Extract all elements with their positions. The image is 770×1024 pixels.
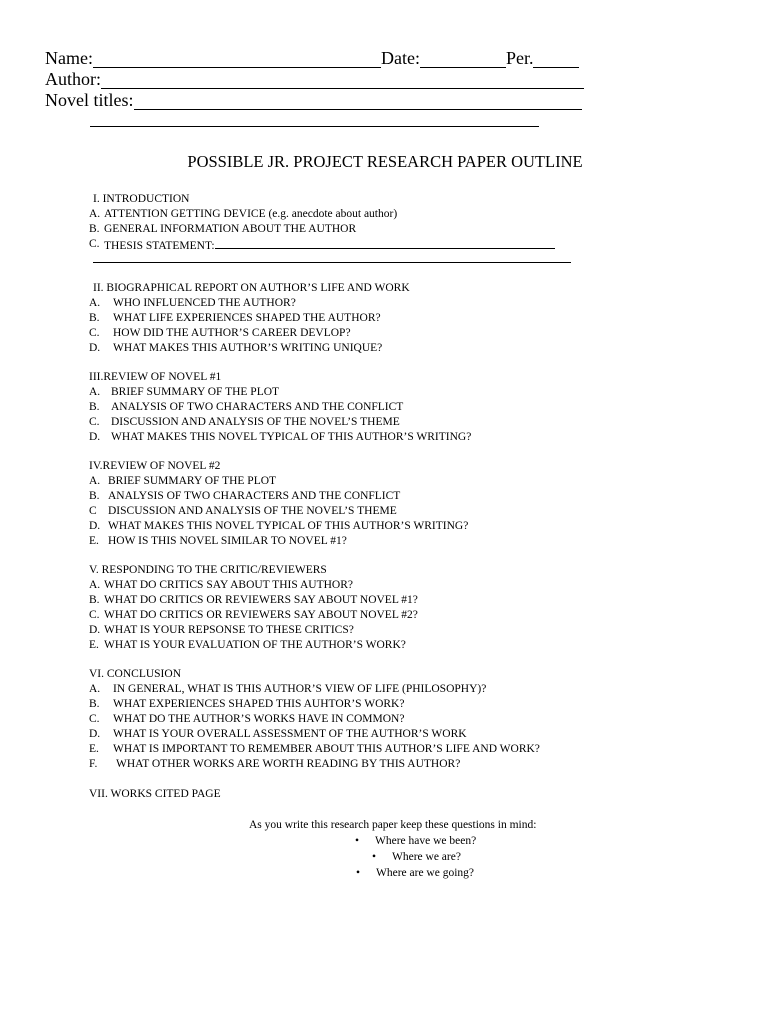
novel-titles-label: Novel titles: (45, 90, 134, 110)
section-heading: V. RESPONDING TO THE CRITIC/REVIEWERS (89, 564, 327, 576)
item-letter: B. (89, 698, 100, 710)
item-letter: D. (89, 624, 101, 636)
item-letter: D. (89, 520, 101, 532)
section-critics (0, 563, 770, 653)
author-label: Author: (45, 69, 101, 89)
name-field[interactable] (93, 50, 381, 68)
item-letter: C. (89, 416, 100, 428)
item-text: ATTENTION GETTING DEVICE (e.g. anecdote about author) (104, 208, 398, 220)
item-text: WHAT MAKES THIS NOVEL TYPICAL OF THIS AUTHOR’S WRITING? (108, 520, 469, 532)
section-review-novel-2 (0, 459, 770, 549)
bullet-icon: • (356, 867, 361, 879)
period-field[interactable] (533, 50, 579, 68)
date-field[interactable] (420, 50, 506, 68)
item-text: WHAT LIFE EXPERIENCES SHAPED THE AUTHOR? (113, 312, 381, 324)
bullet-item (355, 833, 476, 849)
item-text: WHAT DO CRITICS OR REVIEWERS SAY ABOUT NOVEL #1? (104, 594, 418, 606)
item-text: HOW DID THE AUTHOR’S CAREER DEVLOP? (113, 327, 351, 339)
author-row (45, 69, 584, 89)
item-letter: A. (89, 297, 101, 309)
item-text: DISCUSSION AND ANALYSIS OF THE NOVEL’S THEME (111, 416, 400, 428)
bullet-text: Where are we going? (376, 867, 475, 879)
item-text: WHAT EXPERIENCES SHAPED THIS AUHTOR’S WORK? (113, 698, 405, 710)
item-text: HOW IS THIS NOVEL SIMILAR TO NOVEL #1? (108, 535, 347, 547)
item-text (104, 237, 555, 254)
novel-titles-field[interactable] (134, 92, 582, 110)
section-heading: VI. CONCLUSION (89, 668, 181, 680)
item-letter: B. (89, 594, 100, 606)
section-conclusion (0, 667, 770, 772)
name-date-per-row (45, 48, 579, 68)
thesis-field-2[interactable] (93, 262, 571, 263)
item-letter: C. (89, 238, 100, 250)
item-letter: E. (89, 639, 99, 651)
item-text: WHAT MAKES THIS AUTHOR’S WRITING UNIQUE? (113, 342, 383, 354)
item-letter: B. (89, 401, 100, 413)
item-letter: A. (89, 208, 101, 220)
section-heading: I. INTRODUCTION (93, 193, 190, 205)
section-review-novel-1 (0, 370, 770, 445)
bullet-text: Where have we been? (375, 835, 477, 847)
item-letter: C. (89, 327, 100, 339)
item-letter: A. (89, 475, 101, 487)
item-text: WHAT DO CRITICS SAY ABOUT THIS AUTHOR? (104, 579, 353, 591)
item-letter: A. (89, 579, 101, 591)
item-letter: C. (89, 609, 100, 621)
novel-titles-field-2[interactable] (90, 126, 539, 127)
item-text: WHO INFLUENCED THE AUTHOR? (113, 297, 296, 309)
item-letter: A. (89, 683, 101, 695)
item-letter: B. (89, 312, 100, 324)
item-text: BRIEF SUMMARY OF THE PLOT (111, 386, 280, 398)
thesis-field[interactable] (215, 237, 555, 249)
bullet-item (372, 849, 461, 865)
section-heading: II. BIOGRAPHICAL REPORT ON AUTHOR’S LIFE AND WORK (93, 282, 410, 294)
page-title: POSSIBLE JR. PROJECT RESEARCH PAPER OUTLINE (187, 152, 583, 171)
closing-reminder (0, 817, 770, 887)
item-text: IN GENERAL, WHAT IS THIS AUTHOR’S VIEW OF LIFE (PHILOSOPHY)? (113, 683, 487, 695)
bullet-item (356, 865, 474, 881)
section-works-cited (0, 787, 770, 802)
bullet-text: Where we are? (392, 851, 461, 863)
thesis-label: THESIS STATEMENT: (104, 240, 215, 252)
item-text: WHAT IS YOUR REPSONSE TO THESE CRITICS? (104, 624, 354, 636)
item-letter: D. (89, 342, 101, 354)
item-letter: E. (89, 743, 99, 755)
author-field[interactable] (101, 71, 584, 89)
bullet-icon: • (355, 835, 360, 847)
item-text: WHAT IS IMPORTANT TO REMEMBER ABOUT THIS AUTHOR’S LIFE AND WORK? (113, 743, 540, 755)
bullet-icon: • (372, 851, 377, 863)
item-letter: E. (89, 535, 99, 547)
item-letter: D. (89, 431, 101, 443)
item-text: BRIEF SUMMARY OF THE PLOT (108, 475, 277, 487)
item-letter: B. (89, 490, 100, 502)
item-text: WHAT DO THE AUTHOR’S WORKS HAVE IN COMMON? (113, 713, 405, 725)
item-text: WHAT MAKES THIS NOVEL TYPICAL OF THIS AUTHOR’S WRITING? (111, 431, 472, 443)
item-text: WHAT IS YOUR EVALUATION OF THE AUTHOR’S WORK? (104, 639, 406, 651)
item-letter: C. (89, 713, 100, 725)
per-label: Per. (505, 48, 534, 68)
item-text: ANALYSIS OF TWO CHARACTERS AND THE CONFLICT (111, 401, 404, 413)
item-letter: D. (89, 728, 101, 740)
item-text: ANALYSIS OF TWO CHARACTERS AND THE CONFLICT (108, 490, 401, 502)
item-text: WHAT IS YOUR OVERALL ASSESSMENT OF THE AUTHOR’S WORK (113, 728, 467, 740)
item-text: WHAT DO CRITICS OR REVIEWERS SAY ABOUT NOVEL #2? (104, 609, 418, 621)
item-text: GENERAL INFORMATION ABOUT THE AUTHOR (104, 223, 357, 235)
name-label: Name: (45, 48, 93, 68)
section-biographical (0, 281, 770, 356)
item-letter: F. (89, 758, 98, 770)
section-heading: IV.REVIEW OF NOVEL #2 (89, 460, 221, 472)
novel-titles-row (45, 90, 582, 110)
section-introduction (0, 192, 770, 252)
closing-lead: As you write this research paper keep these questions in mind: (249, 819, 537, 831)
item-letter: C (89, 505, 97, 517)
section-heading: III.REVIEW OF NOVEL #1 (89, 371, 222, 383)
item-letter: B. (89, 223, 100, 235)
item-text: WHAT OTHER WORKS ARE WORTH READING BY THIS AUTHOR? (116, 758, 461, 770)
item-text: DISCUSSION AND ANALYSIS OF THE NOVEL’S THEME (108, 505, 397, 517)
item-letter: A. (89, 386, 101, 398)
date-label: Date: (380, 48, 420, 68)
section-heading: VII. WORKS CITED PAGE (89, 788, 221, 800)
